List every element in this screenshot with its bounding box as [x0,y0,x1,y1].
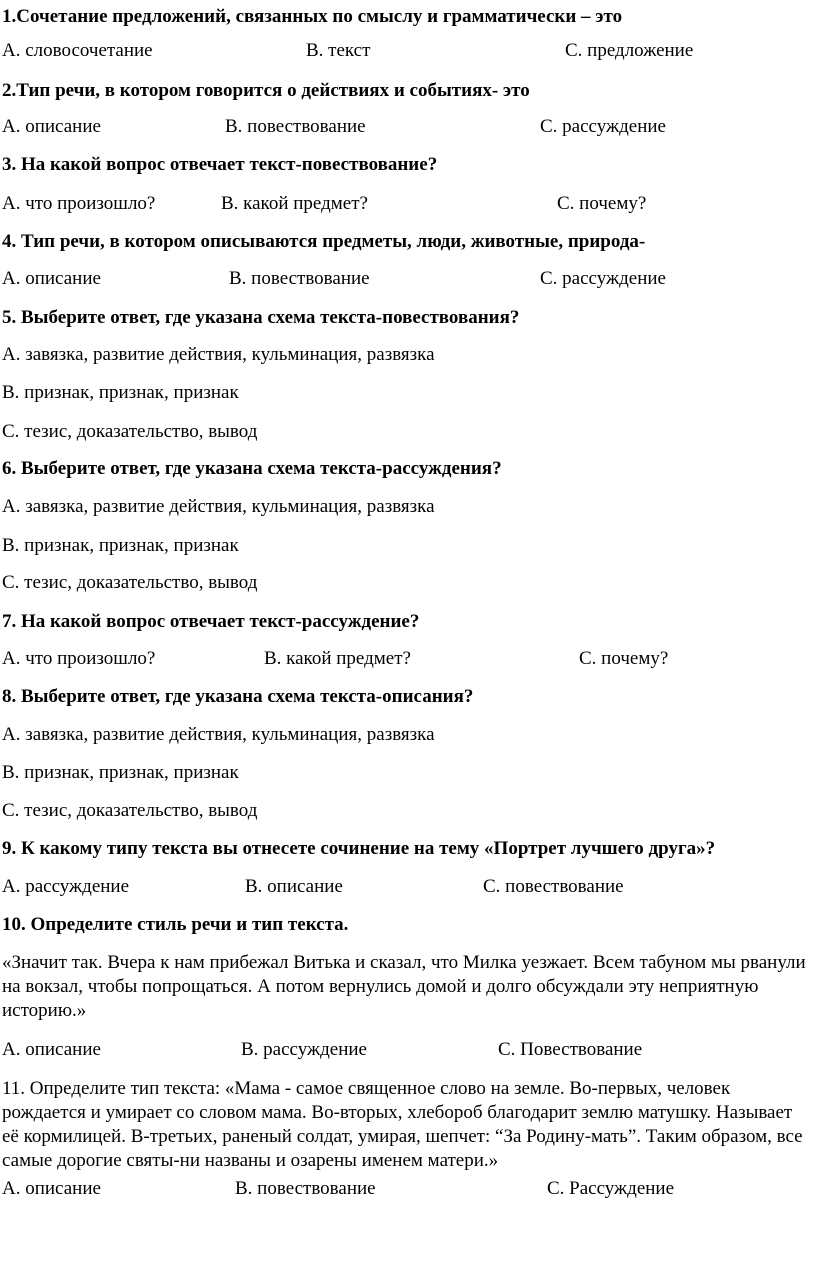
question-10-title: 10. Определите стиль речи и тип текста. [2,914,349,935]
option-c: С. Рассуждение [547,1178,675,1199]
option-b: В. повествование [225,116,366,137]
option-a: А. описание [2,1178,101,1199]
question-5-title: 5. Выберите ответ, где указана схема текста-повествования? [2,307,520,328]
question-11-options [0,1178,816,1202]
option-c: С. почему? [557,193,647,214]
option-a: А. что произошло? [2,193,156,214]
question-11-text: 11. Определите тип текста: «Мама - самое священное слово на земле. Во-первых, человек рождается и умирает со словом мама. Во-вторых, хлебороб благодарит землю матушку. Называет её кормилицей. В-третьих, раненый солдат, умирая, шепчет: “За Родину-мать”. Таким образом, все самые дорогие святы-ни названы и озарены именем матери.» [2,1078,803,1171]
question-5-option-b: В. признак, признак, признак [2,382,239,403]
question-1-title: 1.Сочетание предложений, связанных по смыслу и грамматически – это [2,6,623,27]
option-b: В. повествование [229,268,370,289]
option-a: А. описание [2,1039,101,1060]
option-b: В. текст [306,40,371,61]
question-9-title: 9. К какому типу текста вы отнесете сочинение на тему «Портрет лучшего друга»? [2,838,716,859]
question-4-options [0,268,816,292]
option-b: В. повествование [235,1178,376,1199]
question-1-options [0,40,816,64]
question-8-title: 8. Выберите ответ, где указана схема текста-описания? [2,686,474,707]
option-a: А. что произошло? [2,648,156,669]
option-b: В. какой предмет? [221,193,368,214]
option-b: В. какой предмет? [264,648,411,669]
option-b: В. описание [245,876,343,897]
option-a: А. описание [2,116,101,137]
question-7-options [0,648,816,672]
question-4-title: 4. Тип речи, в котором описываются предметы, люди, животные, природа- [2,231,646,252]
question-8-option-c: С. тезис, доказательство, вывод [2,800,258,821]
option-a: А. рассуждение [2,876,130,897]
question-9-options [0,876,816,900]
question-2-options [0,116,816,140]
option-b: В. рассуждение [241,1039,367,1060]
option-c: С. рассуждение [540,268,666,289]
option-a: А. словосочетание [2,40,153,61]
question-6-option-c: С. тезис, доказательство, вывод [2,572,258,593]
option-c: С. повествование [483,876,624,897]
question-3-title: 3. На какой вопрос отвечает текст-повествование? [2,154,438,175]
question-6-option-a: А. завязка, развитие действия, кульминация, развязка [2,496,435,517]
question-10-options [0,1039,816,1063]
question-2-title: 2.Тип речи, в котором говорится о действиях и событиях- это [2,80,530,101]
question-10-passage: «Значит так. Вчера к нам прибежал Витька и сказал, что Милка уезжает. Всем табуном мы рванули на вокзал, чтобы попрощаться. А потом вернулись домой и долго обсуждали эту неприятную историю.» [2,952,806,1021]
question-7-title: 7. На какой вопрос отвечает текст-рассуждение? [2,611,420,632]
option-c: С. почему? [579,648,669,669]
question-5-option-a: А. завязка, развитие действия, кульминация, развязка [2,344,435,365]
question-3-options [0,193,816,217]
option-a: А. описание [2,268,101,289]
option-c: С. Повествование [498,1039,643,1060]
question-6-option-b: В. признак, признак, признак [2,535,239,556]
question-5-option-c: С. тезис, доказательство, вывод [2,421,258,442]
question-6-title: 6. Выберите ответ, где указана схема текста-рассуждения? [2,458,502,479]
question-8-option-b: В. признак, признак, признак [2,762,239,783]
option-c: С. рассуждение [540,116,666,137]
question-8-option-a: А. завязка, развитие действия, кульминация, развязка [2,724,435,745]
option-c: С. предложение [565,40,694,61]
